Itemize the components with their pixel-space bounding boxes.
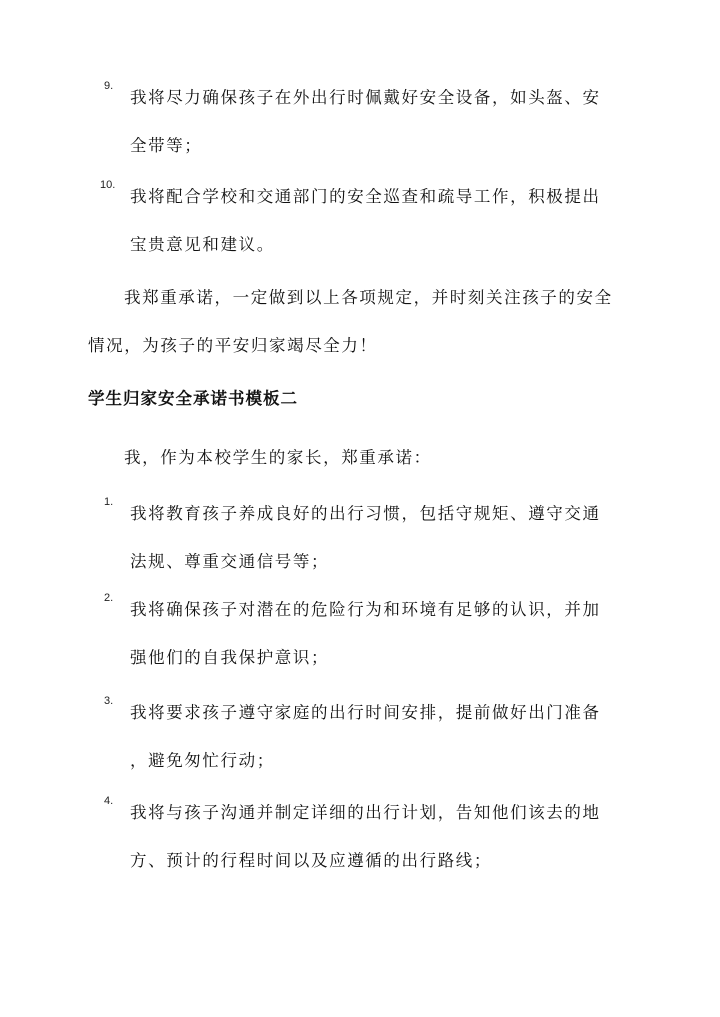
list-item-text: 我将教育孩子养成良好的出行习惯，包括守规矩、遵守交通 法规、尊重交通信号等； [130, 504, 601, 571]
list-number: 4. [104, 795, 114, 807]
list-item-text: 我将要求孩子遵守家庭的出行时间安排，提前做好出门准备 ，避免匆忙行动； [130, 703, 601, 770]
list-item-text: 我将确保孩子对潜在的危险行为和环境有足够的认识，并加 强他们的自我保护意识； [130, 600, 601, 667]
list-number: 3. [104, 695, 114, 707]
list-number: 10. [100, 179, 116, 191]
list-item-text: 我将与孩子沟通并制定详细的出行计划，告知他们该去的地 方、预计的行程时间以及应遵循的出行路线； [130, 803, 601, 870]
section-title: 学生归家安全承诺书模板二 [88, 389, 298, 408]
list-number: 1. [104, 496, 114, 508]
list-number: 2. [104, 592, 114, 604]
list-item-text: 我将配合学校和交通部门的安全巡查和疏导工作，积极提出 宝贵意见和建议。 [130, 187, 601, 254]
list-item-text: 我将尽力确保孩子在外出行时佩戴好安全设备，如头盔、安 全带等； [130, 88, 601, 155]
intro-line: 我，作为本校学生的家长，郑重承诺： [124, 448, 432, 467]
closing-paragraph: 我郑重承诺，一定做到以上各项规定，并时刻关注孩子的安全 情况，为孩子的平安归家竭尽全力！ [88, 288, 613, 355]
list-number: 9. [104, 80, 114, 92]
